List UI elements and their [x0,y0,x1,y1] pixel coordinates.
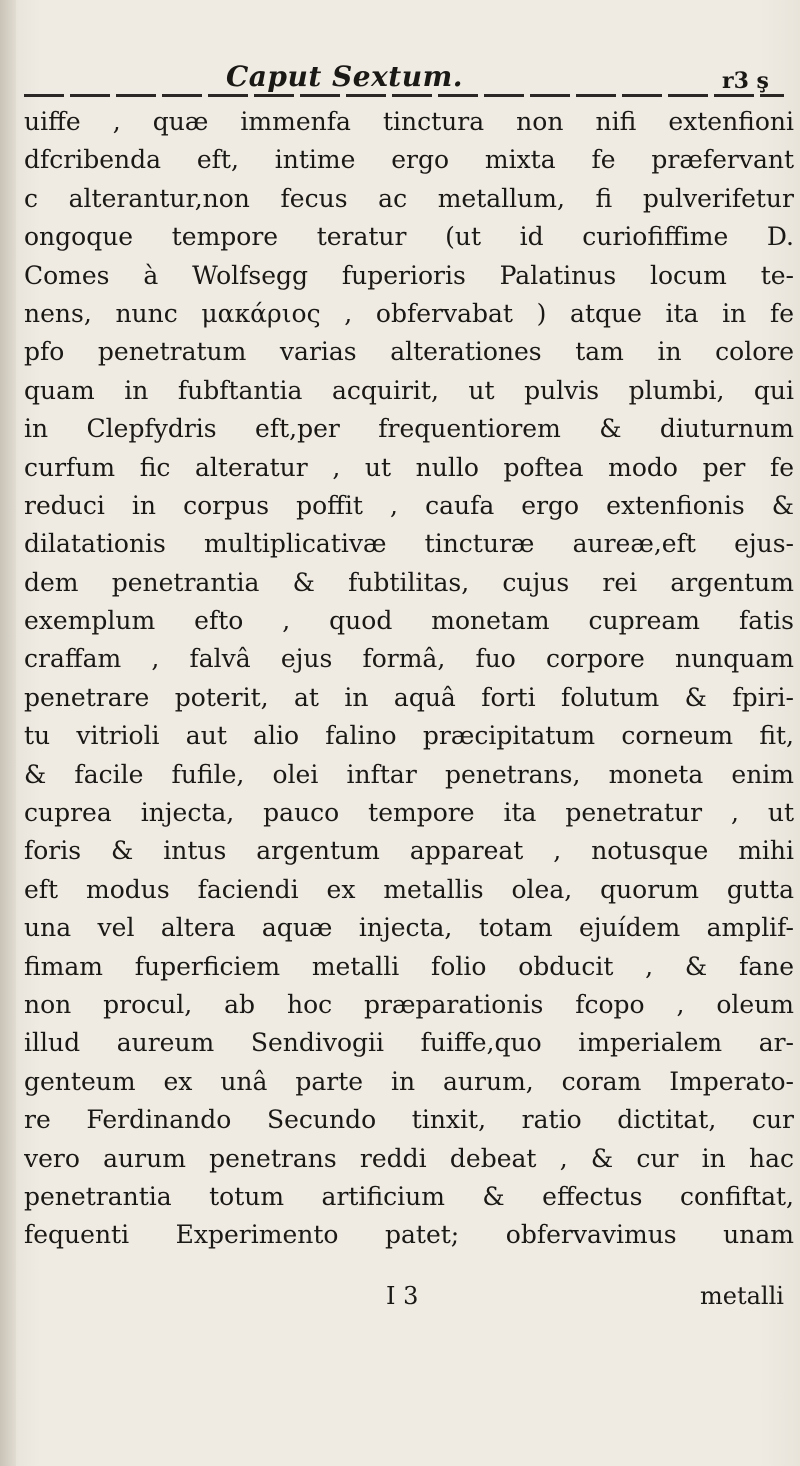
text-line: cuprea injecta, pauco tempore ita penetratur , ut [24,798,794,828]
text-line: c alterantur,non fecus ac metallum, fi pulverifetur [24,183,794,213]
text-line: genteum ex unâ parte in aurum, coram Imperato- [24,1066,794,1096]
text-line: fimam fuperficiem metalli folio obducit , & fane [24,951,794,981]
text-line: curfum fic alteratur , ut nullo poftea modo per fe [24,452,794,482]
text-line: pfo penetratum varias alterationes tam in colore [24,337,794,367]
text-line: re Ferdinando Secundo tinxit, ratio dictitat, cur [24,1105,794,1135]
text-line: reduci in corpus poffit , caufa ergo extenfionis & [24,490,794,520]
signature-mark: I 3 [386,1282,419,1310]
text-line: dem penetrantia & fubtilitas, cujus rei argentum [24,567,794,597]
body-text [24,103,794,1255]
page-gutter [0,0,16,1466]
text-line: una vel altera aquæ injecta, totam ejuídem amplif- [24,913,794,943]
text-line: penetrare poterit, at in aquâ forti folutum & fpiri- [24,682,794,712]
running-head: Caput Sextum. [226,60,463,93]
header-rule [24,94,784,97]
text-line: ongoque tempore teratur (ut id curiofiffime D. [24,222,794,252]
text-line: fequenti Experimento patet; obfervavimus unam [24,1220,794,1250]
text-line: uiffe , quæ immenfa tinctura non nifi extenfioni [24,107,794,136]
text-line: foris & intus argentum appareat , notusque mihi [24,836,794,866]
text-line: & facile fufile, olei inftar penetrans, moneta enim [24,759,794,789]
text-line: vero aurum penetrans reddi debeat , & cur in hac [24,1143,794,1173]
page-footer [0,1282,800,1322]
text-line: penetrantia totum artificium & effectus confiftat, [24,1181,794,1211]
text-line: in Clepfydris eft,per frequentiorem & diuturnum [24,414,794,444]
page-number: r3 ş [722,68,769,94]
catchword: metalli [700,1282,784,1310]
text-line: dfcribenda eft, intime ergo mixta fe præfervant [24,145,794,175]
text-line: tu vitrioli aut alio falino præcipitatum corneum fit, [24,721,794,751]
text-line: craffam , falvâ ejus formâ, fuo corpore nunquam [24,644,794,674]
text-line: eft modus faciendi ex metallis olea, quorum gutta [24,874,794,904]
text-line: dilatationis multiplicativæ tincturæ aureæ,eft ejus- [24,529,794,559]
text-line: Comes à Wolfsegg fuperioris Palatinus locum te- [24,260,794,290]
text-line: non procul, ab hoc præparationis fcopo , oleum [24,989,794,1019]
text-line: exemplum efto , quod monetam cupream fatis [24,606,794,636]
text-line: quam in fubftantia acquirit, ut pulvis plumbi, qui [24,375,794,405]
text-line: illud aureum Sendivogii fuiffe,quo imperialem ar- [24,1028,794,1058]
text-line: nens, nunc μακάριος , obfervabat ) atque ita in fe [24,298,794,328]
